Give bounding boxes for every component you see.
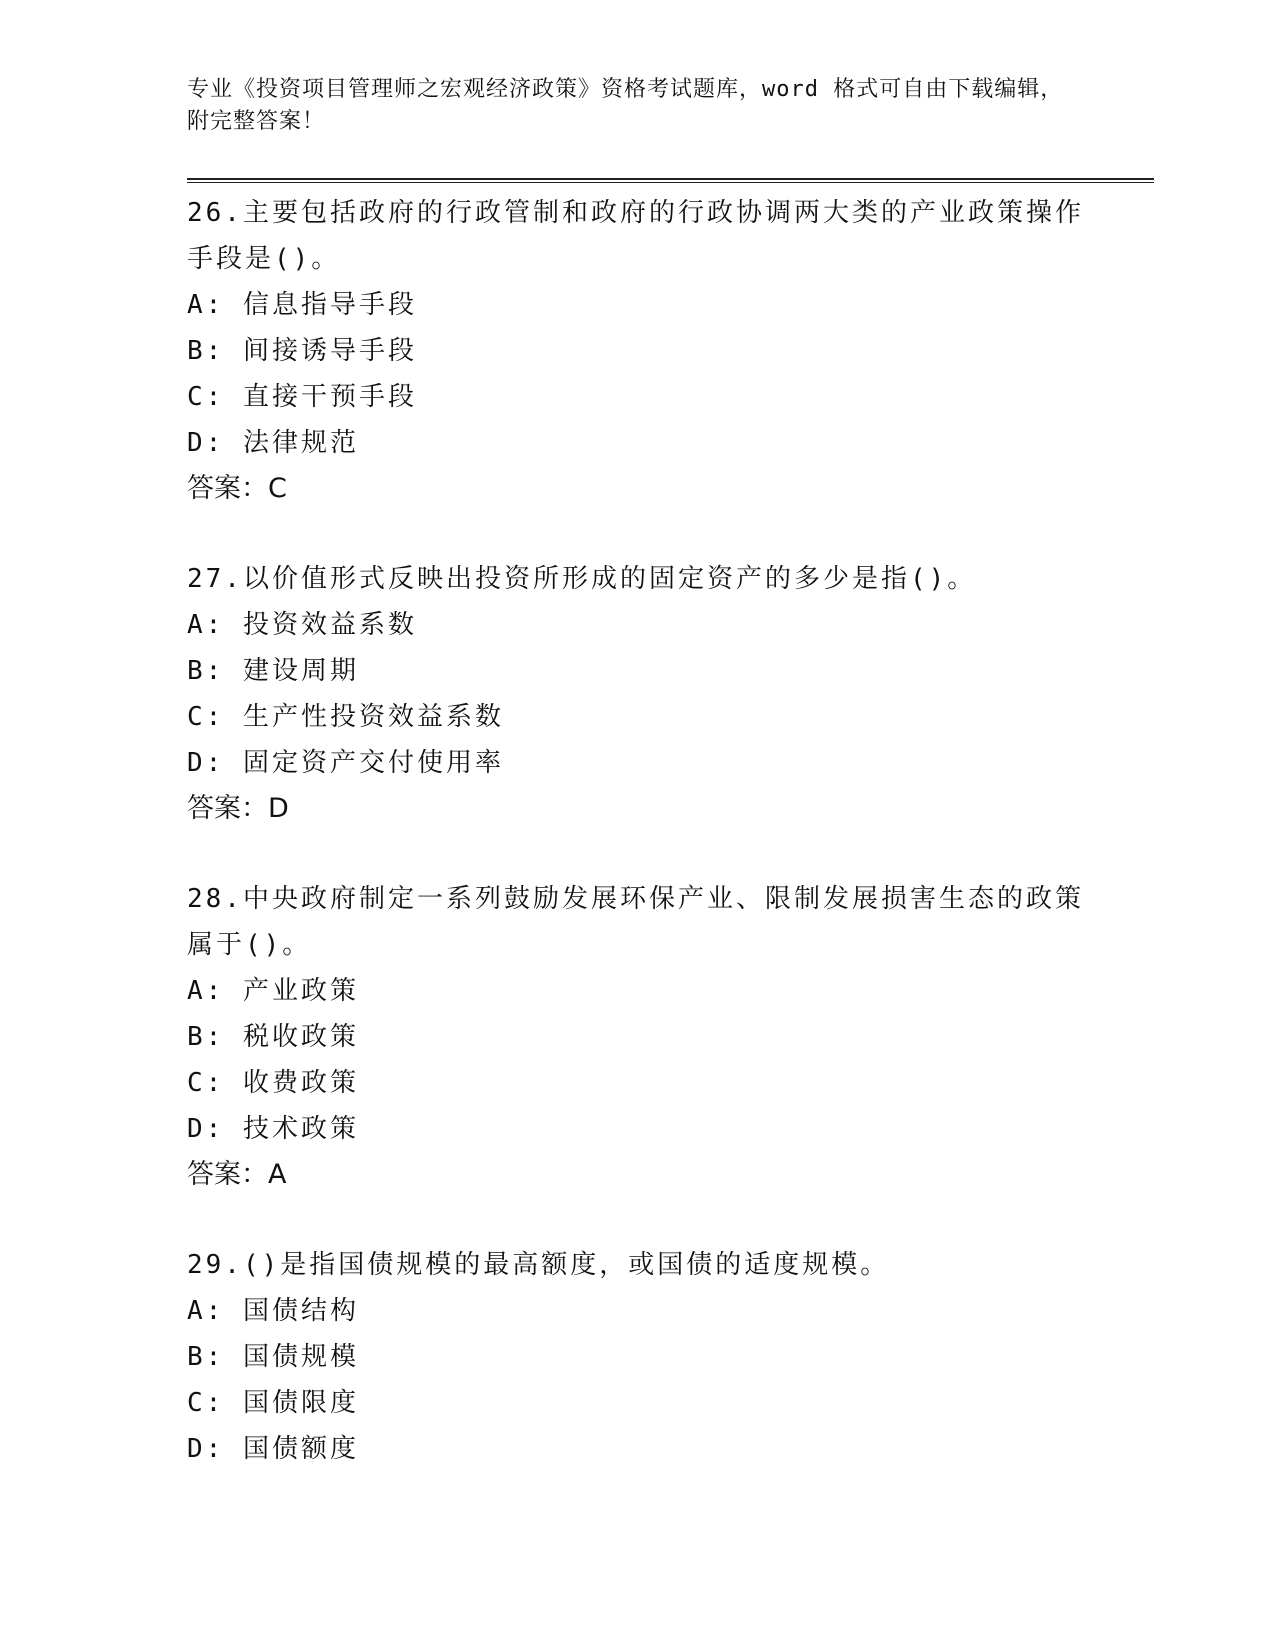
option-d: D: 法律规范 (187, 428, 359, 458)
question-27 (187, 556, 1087, 832)
option-b: B: 税收政策 (187, 1022, 359, 1052)
question-list (187, 190, 1087, 1516)
question-stem: 28.中央政府制定一系列鼓励发展环保产业、限制发展损害生态的政策属于()。 (187, 884, 1084, 960)
option-d: D: 国债额度 (187, 1434, 359, 1464)
option-b: B: 间接诱导手段 (187, 336, 417, 366)
question-stem: 29.()是指国债规模的最高额度，或国债的适度规模。 (187, 1250, 890, 1280)
question-28 (187, 876, 1087, 1198)
header-divider (187, 178, 1154, 183)
option-d: D: 固定资产交付使用率 (187, 748, 504, 778)
answer-line: 答案：C (187, 473, 287, 504)
option-c: C: 国债限度 (187, 1388, 359, 1418)
header-note: 专业《投资项目管理师之宏观经济政策》资格考试题库，word 格式可自由下载编辑，附完整答案！ (187, 77, 1064, 134)
option-c: C: 直接干预手段 (187, 382, 417, 412)
option-b: B: 国债规模 (187, 1342, 359, 1372)
question-stem: 26.主要包括政府的行政管制和政府的行政协调两大类的产业政策操作手段是()。 (187, 198, 1084, 274)
option-a: A: 国债结构 (187, 1296, 359, 1326)
option-c: C: 生产性投资效益系数 (187, 702, 504, 732)
question-stem: 27.以价值形式反映出投资所形成的固定资产的多少是指()。 (187, 564, 977, 594)
question-26 (187, 190, 1087, 512)
answer-line: 答案：D (187, 793, 289, 824)
option-b: B: 建设周期 (187, 656, 359, 686)
option-c: C: 收费政策 (187, 1068, 359, 1098)
answer-line: 答案：A (187, 1159, 287, 1190)
option-a: A: 投资效益系数 (187, 610, 417, 640)
question-29 (187, 1242, 1087, 1472)
option-a: A: 信息指导手段 (187, 290, 417, 320)
option-a: A: 产业政策 (187, 976, 359, 1006)
option-d: D: 技术政策 (187, 1114, 359, 1144)
